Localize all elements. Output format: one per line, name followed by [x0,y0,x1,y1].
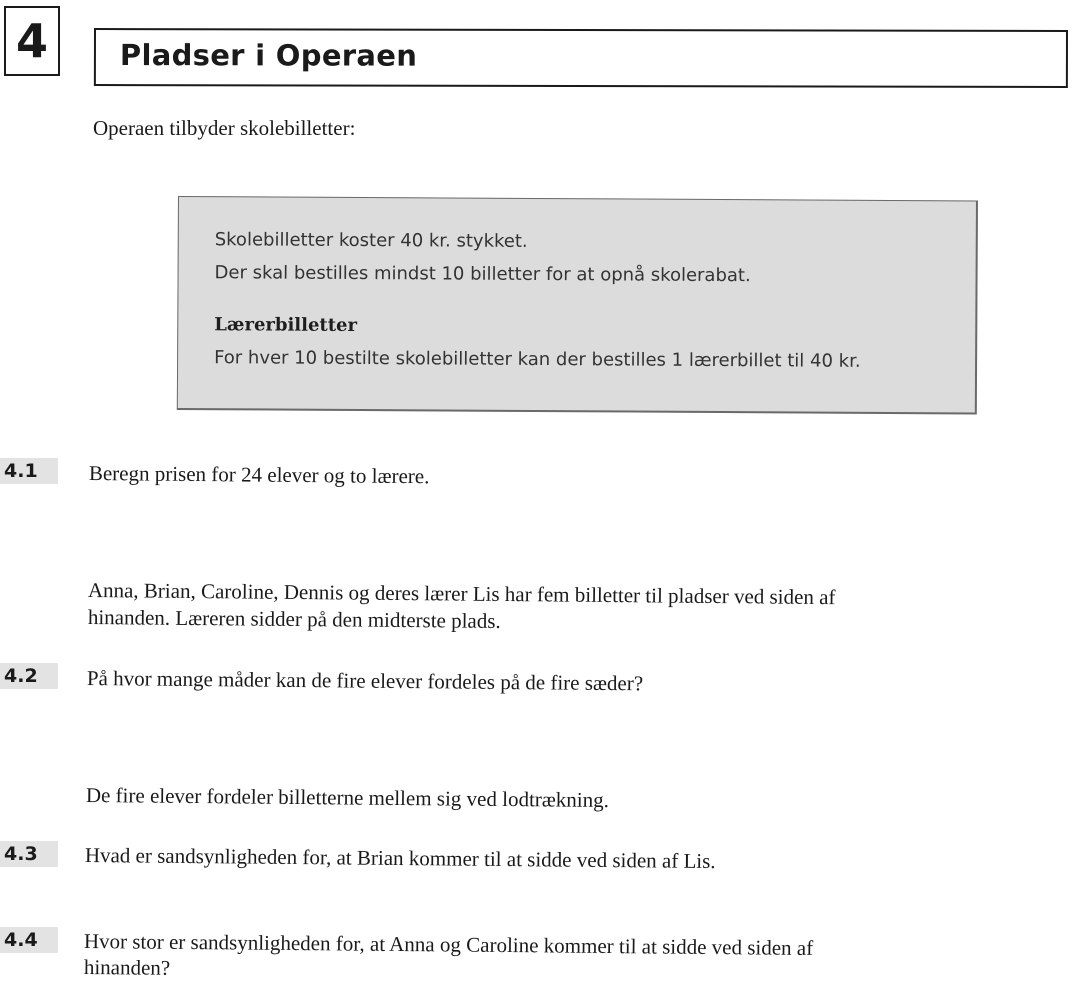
info-line-teacher-tickets: For hver 10 bestilte skolebilletter kan der bestilles 1 lærerbillet til 40 kr. [214,347,861,372]
question-number-4-3: 4.3 [0,841,58,867]
info-heading: Lærerbilletter [214,314,358,337]
question-number-4-1: 4.1 [0,458,58,484]
section-number: 4 [15,14,48,68]
info-line-minimum: Der skal bestilles mindst 10 billetter for at opnå skolerabat. [214,262,751,287]
section-number-box [4,6,60,76]
question-number-4-2: 4.2 [0,663,58,689]
context-line-3: De fire elever fordeler billetterne mellem sig ved lodtrækning. [85,783,610,813]
question-text-4-1: Beregn prisen for 24 elever og to lærere. [88,461,430,489]
page-title: Pladser i Operaen [119,38,418,73]
context-line-2: hinanden. Læreren sidder på den midterste plads. [87,605,501,633]
question-text-4-2: På hvor mange måder kan de fire elever fordeles på de fire sæder? [86,666,644,696]
question-text-4-4-line-1: Hvor stor er sandsynligheden for, at Anna og Caroline kommer til at sidde ved siden af [83,929,814,960]
info-line-price: Skolebilletter koster 40 kr. stykket. [214,229,528,252]
question-text-4-4-line-2: hinanden? [83,955,171,980]
title-box [94,28,1068,88]
question-text-4-3: Hvad er sandsynligheden for, at Brian kommer til at sidde ved siden af Lis. [84,843,716,874]
context-line-1: Anna, Brian, Caroline, Dennis og deres lærer Lis har fem billetter til pladser ved siden af [87,578,836,610]
info-box [177,196,978,414]
intro-text: Operaen tilbyder skolebilletter: [93,116,356,140]
question-number-4-4: 4.4 [0,927,58,953]
